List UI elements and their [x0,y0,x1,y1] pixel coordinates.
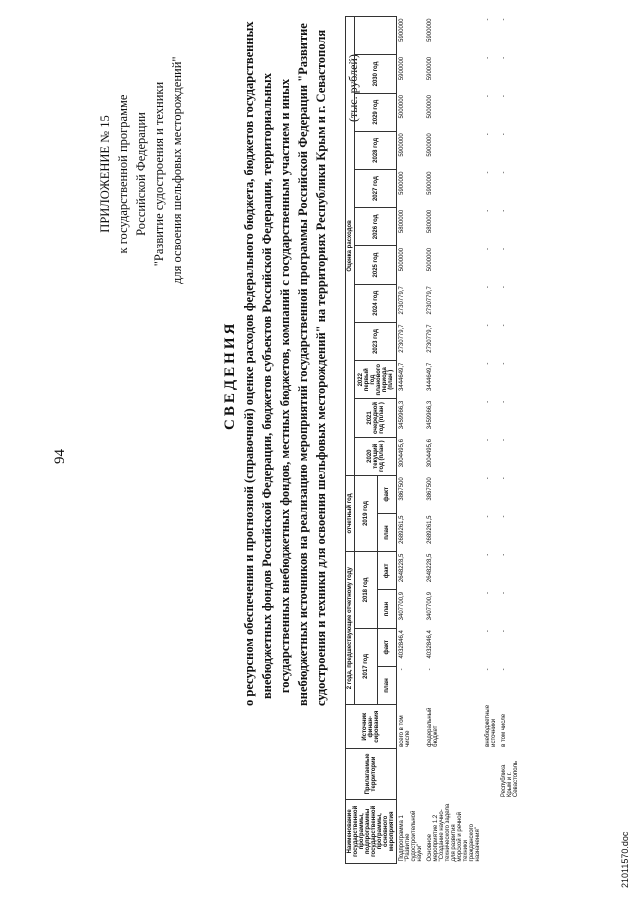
row-value-cell: - [501,18,507,21]
row-value-cell: 5900000 [427,171,433,195]
row-value-cell: - [501,477,507,480]
subtitle-line: внебюджетных фондов Российской Федерации, бюджетов субъектов Российской Федерации, территориальных [260,73,274,699]
row-name-cell [499,799,521,863]
row-value-cell: - [485,209,491,212]
row-value-cell: 3407700,9 [399,591,405,621]
row-value-cell: - [485,56,491,59]
document-title: СВЕДЕНИЯ [222,320,238,430]
footer-doc-id: 21011570.doc [620,831,630,888]
row-value-cell: 2730779,7 [399,324,405,353]
row-value-cell: - [501,171,507,174]
header-2030: 2030 год [355,55,397,93]
row-source-cell: в том числе [501,713,507,747]
subtitle-line: внебюджетных источников на реализацию мероприятий государственной программы Российской Федерации "Развитие [296,23,310,706]
header-plan: план [377,513,397,551]
header-source: Источник финан-сирования [346,705,397,749]
row-value-cell: 2689261,5 [427,515,433,544]
row-value-cell: - [485,515,491,518]
row-name-cell [483,799,499,863]
row-value-cell: 5000000 [399,247,405,272]
row-value-cell: 4032846,4 [399,630,405,659]
row-value-cell: 2730779,7 [427,286,433,315]
row-value-cell: - [501,247,507,250]
header-2017: 2017 год [355,628,378,704]
row-value-cell: 5000000 [427,95,433,119]
page-number: 94 [52,449,68,464]
row-value-cell: - [501,133,507,136]
row-value-cell: - [501,515,507,518]
header-2019: 2019 год [355,475,378,551]
units-label: (тыс. рублей) [346,54,360,122]
row-value-cell: 5900000 [399,171,405,195]
row-value-cell: - [501,668,507,671]
row-value-cell: - [501,209,507,212]
row-value-cell: - [485,362,491,365]
header-2029: 2029 год [355,93,397,131]
row-value-cell: 2730779,7 [427,324,433,353]
header-group-prev: 2 года, предшествующие отчетному году [346,552,355,705]
row-value-cell: - [501,95,507,98]
row-value-cell: - [485,477,491,480]
row-value-cell: - [485,171,491,174]
header-2023: 2023 год [355,322,397,360]
row-value-cell: 2648228,5 [399,553,405,583]
row-value-cell: 3407700,9 [427,591,433,621]
row-value-cell: - [485,133,491,136]
row-value-cell: - [485,553,491,556]
subtitle-line: судостроения и техники для освоения шельфовых месторождений" на территориях Республики Крым и г. Севастополя [314,29,328,706]
header-2026: 2026 год [355,208,397,246]
row-value-cell: - [501,400,507,403]
row-value-cell: 5000000 [399,95,405,119]
row-value-cell: 5000000 [427,247,433,272]
annex-line: к государственной программе [116,94,130,254]
row-value-cell: - [485,400,491,403]
header-plan: план [377,590,397,628]
row-value-cell: - [485,668,491,671]
header-plan: план [377,666,397,704]
row-territory-cell [483,749,499,799]
row-value-cell: - [427,668,433,671]
row-value-cell: - [485,247,491,250]
row-name-cell: Подпрограмма 1 "Развитие судостроительной науки" [399,810,423,862]
subtitle-line: о ресурсном обеспечении и прогнозной (справочной) оценке расходов федерального бюджета, бюджетов государственных [242,21,256,706]
row-value-cell: - [501,324,507,327]
row-value-cell: - [501,439,507,442]
row-value-cell: 3004495,6 [399,439,405,468]
row-value-cell: 5900000 [427,133,433,157]
header-2028: 2028 год [355,131,397,169]
expenditure-table [345,16,521,864]
header-name: Наименование государственной программы, подпрограммы государственной программы, основного мероприятия [346,799,397,863]
header-2024: 2024 год [355,284,397,322]
header-fact: факт [377,552,397,590]
annex-line: для освоения шельфовых месторождений" [170,56,184,284]
table-row [397,17,426,864]
header-2025: 2025 год [355,246,397,284]
row-value-cell: - [485,591,491,594]
row-source-cell: федеральный бюджет [427,707,439,747]
header-2027: 2027 год [355,170,397,208]
header-group-report: отчетный год [346,475,355,551]
row-value-cell: - [485,18,491,21]
row-value-cell: 3444649,7 [427,362,433,391]
table-row [483,17,499,864]
row-source-cell: всего в том числе [399,715,411,747]
row-value-cell: 5900000 [427,56,433,81]
row-territory-cell [425,749,483,799]
header-2022: 2022 первый год планового периода (план ) [355,361,397,399]
row-value-cell: 5900000 [399,18,405,42]
row-value-cell: 3459966,3 [427,400,433,430]
row-value-cell: - [485,630,491,633]
header-2018: 2018 год [355,552,378,628]
header-extra [355,17,397,55]
row-value-cell: - [501,286,507,289]
row-value-cell: 3867500 [427,477,433,501]
header-2021: 2021 очередной год (план ) [355,399,397,437]
header-fact: факт [377,628,397,666]
row-source-cell: внебюджетные источники [485,704,497,747]
row-value-cell: 3444649,7 [399,362,405,391]
row-value-cell: - [485,324,491,327]
row-value-cell: 5900000 [399,133,405,157]
annex-block [96,56,186,284]
row-value-cell: - [501,362,507,365]
document-subtitle [240,21,330,706]
row-value-cell: 3459966,3 [399,400,405,430]
row-value-cell: 2689261,5 [399,515,405,544]
table-body [397,17,522,864]
header-territory: Прилагаемые территории [346,749,397,799]
row-value-cell: - [501,553,507,556]
table-row [499,17,521,864]
row-value-cell: - [501,630,507,633]
row-value-cell: 5800000 [427,209,433,234]
row-value-cell: 5800000 [399,209,405,234]
annex-line: Российской Федерации [134,112,148,236]
row-value-cell: - [485,439,491,442]
subtitle-line: государственных внебюджетных фондов, местных бюджетов, компаний с государственным участием и иных [278,78,292,694]
row-name-cell: Основное мероприятие 1.2 "Создание научно-технического задела для развития морской и речной техники гражданского назначения" [427,803,481,862]
row-value-cell: 2730779,7 [399,286,405,315]
row-value-cell: 3004495,6 [427,439,433,468]
row-value-cell: 4032846,4 [427,630,433,659]
row-value-cell: - [501,591,507,594]
header-2020: 2020 текущий год (план ) [355,437,397,475]
row-value-cell: 5900000 [427,18,433,42]
expenditure-table-container [345,16,585,864]
row-value-cell: 3867500 [399,477,405,501]
header-group-estimate: Оценка расходов [346,17,355,476]
table-row [425,17,483,864]
header-fact: факт [377,475,397,513]
annex-line: ПРИЛОЖЕНИЕ № 15 [98,115,112,233]
annex-line: "Развитие судостроения и техники [152,81,166,267]
row-value-cell: - [485,95,491,98]
row-value-cell: 5900000 [399,56,405,81]
row-value-cell: - [501,56,507,59]
row-territory-cell [397,749,426,799]
row-value-cell: - [485,286,491,289]
row-value-cell: 2648228,5 [427,553,433,583]
row-value-cell: - [399,668,405,671]
row-territory-cell: Республика Крым и г. Севастополь [501,760,519,798]
